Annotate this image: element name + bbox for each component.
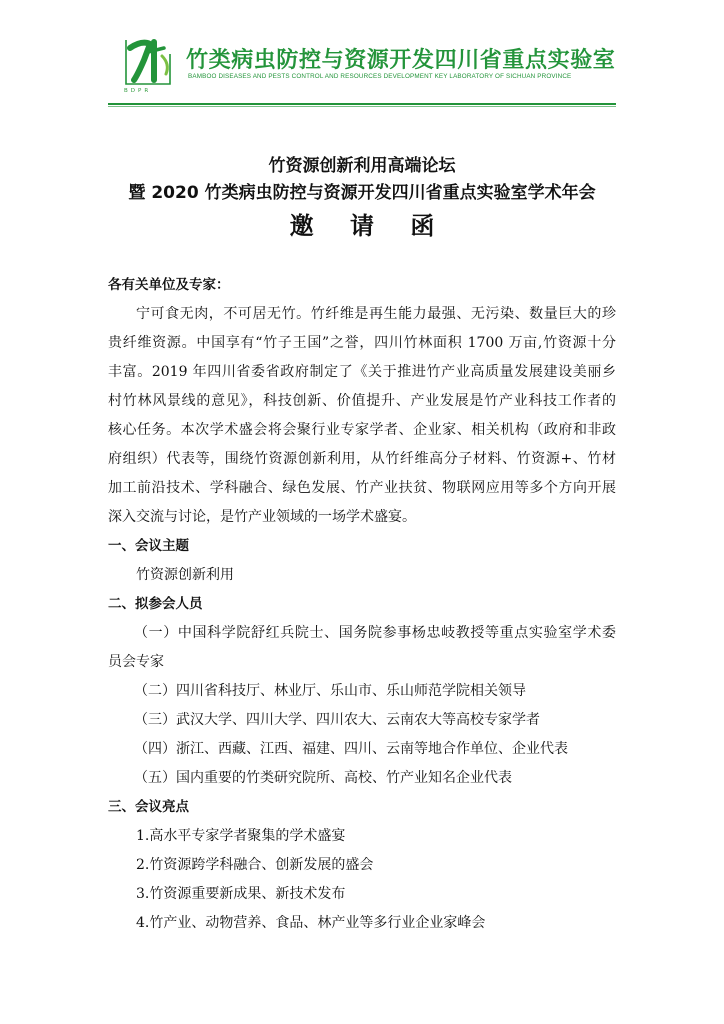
invitation-heading: 邀 请 函	[289, 212, 449, 240]
attendee-item: （五）国内重要的竹类研究院所、高校、竹产业知名企业代表	[134, 770, 512, 786]
section-heading-theme: 一、会议主题	[108, 538, 189, 554]
theme-content: 竹资源创新利用	[136, 567, 234, 583]
letterhead	[120, 34, 616, 100]
header-divider	[108, 103, 616, 105]
highlight-item: 4.竹产业、动物营养、食品、林产业等多行业企业家峰会	[136, 915, 486, 931]
attendee-item-continued: 员会专家	[108, 654, 164, 670]
bamboo-logo	[120, 34, 178, 98]
intro-line: 丰富。2019 年四川省委省政府制定了《关于推进竹产业高质量发展建设美丽乡	[108, 364, 616, 380]
conference-title: 暨 2020 竹类病虫防控与资源开发四川省重点实验室学术年会	[128, 183, 596, 203]
letter-body	[108, 271, 616, 938]
highlight-item: 1.高水平专家学者聚集的学术盛宴	[136, 828, 346, 844]
organization-name-cn: 竹类病虫防控与资源开发四川省重点实验室	[186, 48, 616, 73]
forum-title: 竹资源创新利用高端论坛	[268, 156, 456, 176]
intro-line: 府组织）代表等，围绕竹资源创新利用，从竹纤维高分子材料、竹资源+、竹材	[108, 451, 616, 467]
organization-name-en: BAMBOO DISEASES AND PESTS CONTROL AND RESOURCES DEVELOPMENT KEY LABORATORY OF SICHUAN PROVINCE	[188, 73, 572, 80]
intro-line: 宁可食无肉，不可居无竹。竹纤维是再生能力最强、无污染、数量巨大的珍	[136, 306, 616, 322]
intro-line: 深入交流与讨论，是竹产业领域的一场学术盛宴。	[108, 509, 416, 525]
intro-line: 村竹林风景线的意见》，科技创新、价值提升、产业发展是竹产业科技工作者的	[108, 393, 616, 409]
salutation: 各有关单位及专家：	[108, 277, 230, 293]
logo-letters: BDPR	[124, 88, 152, 94]
attendee-item: （三）武汉大学、四川大学、四川农大、云南农大等高校专家学者	[134, 712, 540, 728]
intro-line: 贵纤维资源。中国享有“竹子王国”之誉，四川竹林面积 1700 万亩,竹资源十分	[108, 335, 616, 351]
highlight-item: 3.竹资源重要新成果、新技术发布	[136, 886, 346, 902]
header-divider-thin	[108, 106, 616, 107]
attendee-item: （四）浙江、西藏、江西、福建、四川、云南等地合作单位、企业代表	[134, 741, 568, 757]
intro-line: 核心任务。本次学术盛会将会聚行业专家学者、企业家、相关机构（政府和非政	[108, 422, 616, 438]
section-heading-attendees: 二、拟参会人员	[108, 596, 203, 612]
section-heading-highlights: 三、会议亮点	[108, 799, 189, 815]
intro-line: 加工前沿技术、学科融合、绿色发展、竹产业扶贫、物联网应用等多个方向开展	[108, 480, 616, 496]
attendee-item: （一）中国科学院舒红兵院士、国务院参事杨忠岐教授等重点实验室学术委	[134, 625, 616, 641]
attendee-item: （二）四川省科技厅、林业厅、乐山市、乐山师范学院相关领导	[134, 683, 526, 699]
highlight-item: 2.竹资源跨学科融合、创新发展的盛会	[136, 857, 374, 873]
